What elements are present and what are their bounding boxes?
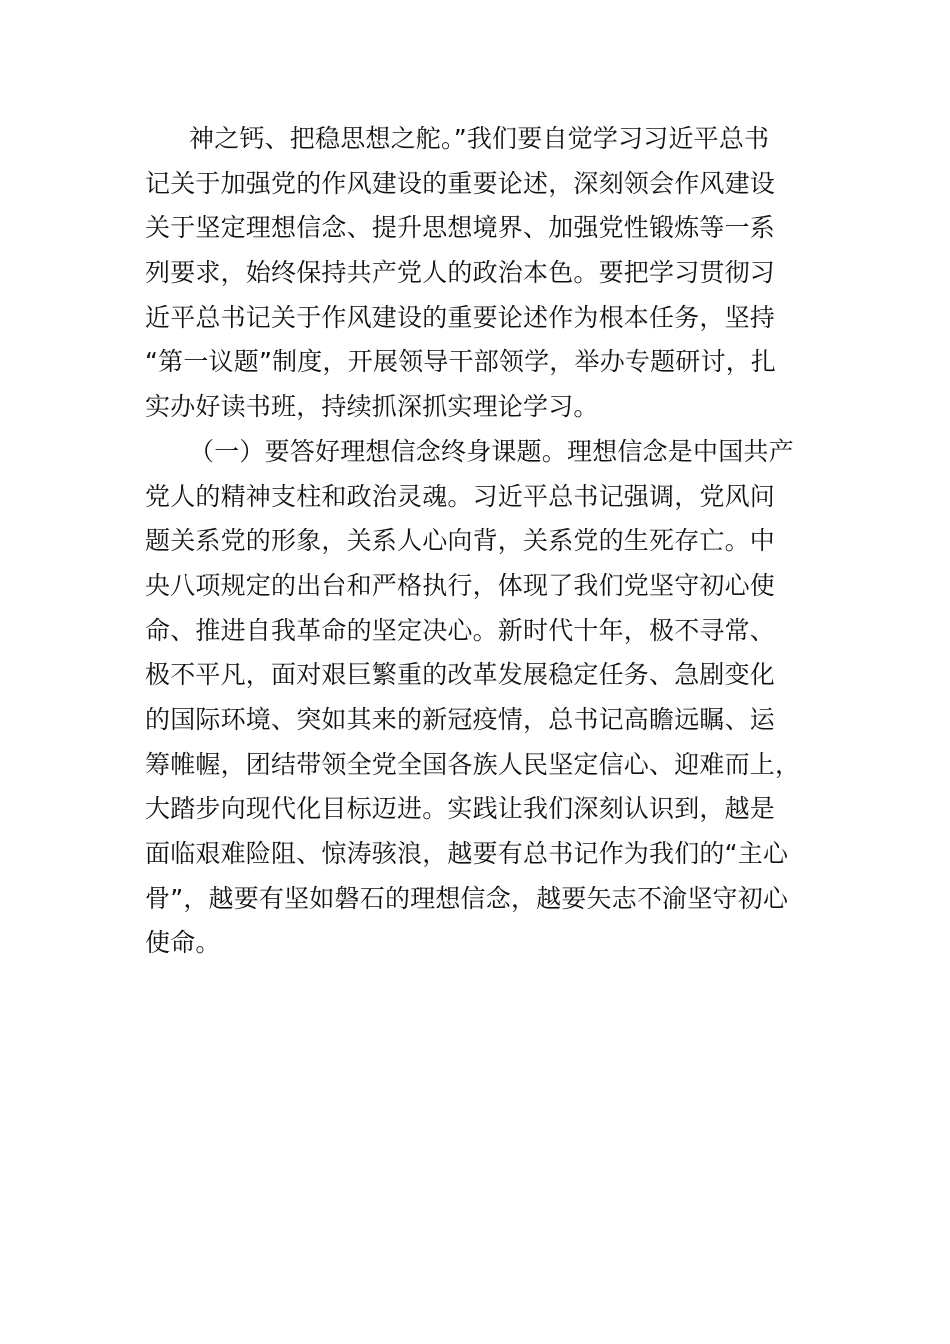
text-line: 筹帷幄，团结带领全党全国各族人民坚定信心、迎难而上， — [145, 749, 801, 779]
text-line: （一）要答好理想信念终身课题。理想信念是中国共产 — [189, 436, 794, 466]
text-line: 大踏步向现代化目标迈进。实践让我们深刻认识到，越是 — [145, 794, 776, 824]
text-line: 使命。 — [145, 928, 221, 958]
text-line: 近平总书记关于作风建设的重要论述作为根本任务，坚持 — [145, 302, 776, 332]
paragraph-2-section-heading-1 — [145, 430, 805, 966]
text-line: 记关于加强党的作风建设的重要论述，深刻领会作风建设 — [145, 168, 776, 198]
text-line: “第一议题”制度，开展领导干部领学，举办专题研讨，扎 — [145, 347, 777, 377]
text-line: 极不平凡，面对艰巨繁重的改革发展稳定任务、急剧变化 — [145, 660, 776, 690]
paragraph-1 — [145, 117, 805, 430]
text-line: 命、推进自我革命的坚定决心。新时代十年，极不寻常、 — [145, 615, 776, 645]
text-line: 央八项规定的出台和严格执行，体现了我们党坚守初心使 — [145, 570, 776, 600]
document-body — [145, 117, 805, 966]
text-line: 关于坚定理想信念、提升思想境界、加强党性锻炼等一系 — [145, 213, 776, 243]
text-line: 神之钙、把稳思想之舵。”我们要自觉学习习近平总书 — [189, 124, 770, 153]
text-line: 题关系党的形象，关系人心向背，关系党的生死存亡。中 — [145, 526, 776, 556]
text-line: 党人的精神支柱和政治灵魂。习近平总书记强调，党风问 — [145, 481, 776, 511]
text-line: 骨”，越要有坚如磐石的理想信念，越要矢志不渝坚守初心 — [145, 883, 789, 913]
text-line: 列要求，始终保持共产党人的政治本色。要把学习贯彻习 — [145, 258, 776, 288]
text-line: 实办好读书班，持续抓深抓实理论学习。 — [145, 392, 599, 422]
text-line: 面临艰难险阻、惊涛骇浪，越要有总书记作为我们的“主心 — [145, 839, 789, 868]
text-line: 的国际环境、突如其来的新冠疫情，总书记高瞻远瞩、运 — [145, 704, 776, 734]
